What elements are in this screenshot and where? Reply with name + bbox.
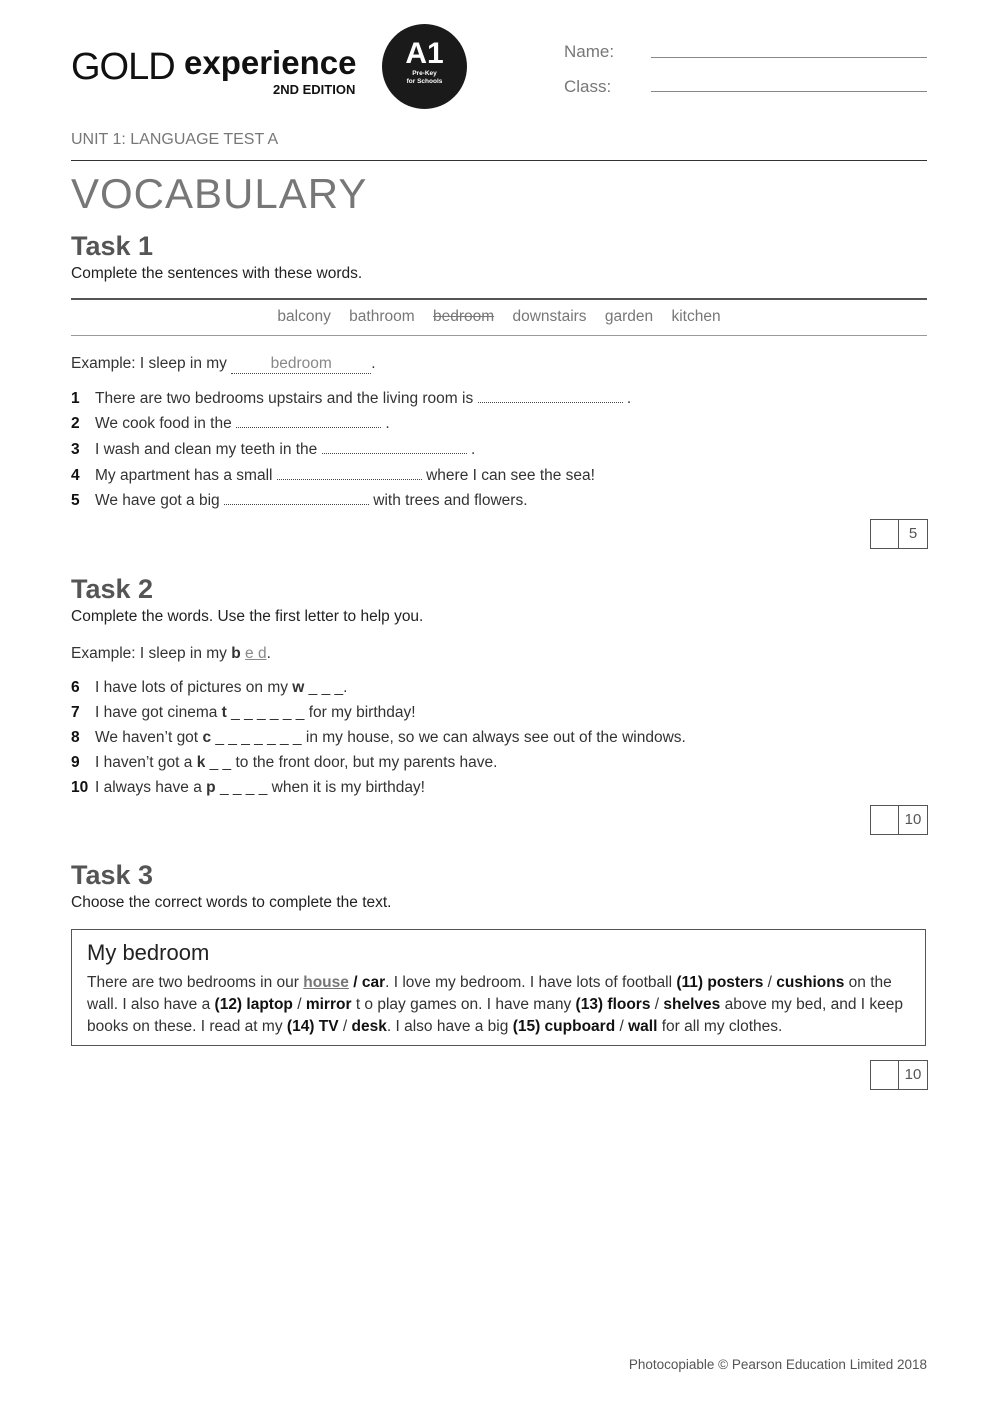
question-text: I wash and clean my teeth in the [95, 441, 318, 458]
question-row [71, 390, 631, 408]
question-text-after: for my birthday! [308, 704, 416, 721]
reading-box [71, 929, 926, 1046]
letter-blanks[interactable]: _ _ _ _ [219, 779, 268, 796]
example-suffix: . [371, 355, 376, 372]
question-text-after: where I can see the sea! [426, 467, 595, 484]
question-text-after: in my house, so we can always see out of the windows. [305, 729, 686, 746]
question-number: 9 [71, 754, 80, 771]
question-text: We haven’t got [95, 729, 199, 746]
example-alt: car [361, 974, 386, 991]
badge-line1: Pre-Key [412, 70, 437, 77]
answer-blank[interactable] [478, 390, 623, 403]
text-segment: for all my clothes. [661, 1018, 783, 1035]
score-total: 5 [898, 520, 927, 548]
question-row [71, 779, 425, 797]
word-option: garden [604, 308, 654, 325]
class-label: Class: [564, 77, 612, 96]
separator: / [297, 996, 302, 1013]
score-box[interactable] [870, 519, 928, 549]
header-divider [71, 160, 927, 161]
task3-instruction: Choose the correct words to complete the text. [71, 894, 392, 911]
question-text-after: to the front door, but my parents have. [235, 754, 498, 771]
answer-blank[interactable] [277, 467, 422, 480]
word-option: balcony [277, 308, 331, 325]
task3-title: Task 3 [71, 860, 154, 890]
answer-blank[interactable] [236, 415, 381, 428]
question-text: My apartment has a small [95, 467, 273, 484]
level-badge [382, 24, 467, 109]
question-number: 2 [71, 415, 80, 432]
question-text: I have got cinema [95, 704, 218, 721]
question-number: 7 [71, 704, 80, 721]
question-number: 6 [71, 679, 80, 696]
separator: / [767, 974, 772, 991]
text-segment: . I also have a big [386, 1018, 509, 1035]
letter-blanks[interactable]: _ _ [209, 754, 232, 771]
question-text: We have got a big [95, 492, 220, 509]
badge-line2: for Schools [406, 78, 443, 85]
question-number: 3 [71, 441, 80, 458]
class-field[interactable] [651, 91, 927, 92]
question-row [71, 729, 686, 747]
question-number: 10 [71, 779, 89, 796]
letter-blanks[interactable]: _ _ _ _ _ _ _ [215, 729, 302, 746]
text-segment: above my bed, and I keep books on these. I read at my [87, 996, 903, 1035]
question-number: 1 [71, 390, 80, 407]
name-field[interactable] [651, 57, 927, 58]
unit-label: UNIT 1: LANGUAGE TEST A [71, 131, 279, 148]
choice-12b[interactable]: mirror [305, 996, 352, 1013]
letter-blanks[interactable]: _ _ _ [308, 679, 344, 696]
text-segment: . I love my bedroom. I have lots of football [385, 974, 673, 991]
separator: / [619, 1018, 624, 1035]
name-label: Name: [564, 42, 615, 61]
score-total: 10 [898, 806, 927, 834]
copyright-footer: Photocopiable © Pearson Education Limited 2018 [628, 1357, 927, 1372]
text-segment: There are two bedrooms in our [87, 974, 299, 991]
question-text-after: . [470, 441, 476, 458]
first-letter: c [202, 729, 212, 746]
answer-blank[interactable] [224, 492, 369, 505]
question-text-after: . [343, 679, 348, 696]
question-row [71, 754, 497, 772]
score-box[interactable] [870, 805, 928, 835]
word-option: kitchen [671, 308, 721, 325]
separator: / [654, 996, 660, 1013]
task1-example [71, 355, 376, 374]
task2-instruction: Complete the words. Use the first letter to help you. [71, 608, 424, 625]
question-row [71, 679, 347, 697]
question-text: We cook food in the [95, 415, 232, 432]
task2-title: Task 2 [71, 574, 154, 604]
task1-instruction: Complete the sentences with these words. [71, 265, 363, 282]
choice-13b[interactable]: shelves [663, 996, 721, 1013]
choice-14b[interactable]: desk [351, 1018, 387, 1035]
separator: / [342, 1018, 348, 1035]
question-row [71, 467, 595, 485]
example-text: Example: I sleep in my [71, 645, 227, 662]
example-text: Example: I sleep in my [71, 355, 227, 372]
word-box [71, 298, 927, 336]
task2-example [71, 645, 271, 663]
question-row [71, 704, 416, 722]
first-letter: p [206, 779, 216, 796]
letter-blanks[interactable]: _ _ _ _ _ _ [231, 704, 305, 721]
question-text-after: . [626, 390, 632, 407]
separator: / [353, 974, 358, 991]
first-letter: t [221, 704, 227, 721]
question-text-after: when it is my birthday! [271, 779, 425, 796]
first-letter: k [196, 754, 206, 771]
example-choice: house [303, 974, 349, 991]
question-text: I always have a [95, 779, 202, 796]
question-number: 5 [71, 492, 80, 509]
example-letter: b [231, 645, 241, 662]
choice-11b[interactable]: cushions [776, 974, 845, 991]
question-text-after: . [385, 415, 390, 432]
badge-level: A1 [405, 37, 444, 70]
task1-title: Task 1 [71, 231, 154, 261]
choice-14a[interactable]: (14) TV [286, 1018, 339, 1035]
question-text: I have lots of pictures on my [95, 679, 288, 696]
section-title: VOCABULARY [71, 170, 368, 217]
question-text-after: with trees and flowers. [373, 492, 528, 509]
first-letter: w [292, 679, 305, 696]
question-row [71, 492, 528, 510]
reading-title: My bedroom [87, 940, 210, 965]
choice-13a[interactable]: (13) floors [575, 996, 651, 1013]
score-total: 10 [898, 1061, 927, 1089]
reading-text [87, 972, 912, 1038]
question-text: I haven’t got a [95, 754, 193, 771]
score-box[interactable] [870, 1060, 928, 1090]
example-suffix: . [266, 645, 271, 662]
choice-15b[interactable]: wall [628, 1018, 658, 1035]
question-text: There are two bedrooms upstairs and the living room is [95, 390, 474, 407]
answer-blank[interactable] [322, 441, 467, 454]
choice-15a[interactable]: (15) cupboard [512, 1018, 616, 1035]
question-number: 8 [71, 729, 80, 746]
text-segment: on the wall. I also have a [87, 974, 892, 1013]
word-option-used: bedroom [432, 308, 495, 325]
question-row [71, 441, 475, 459]
question-row [71, 415, 390, 433]
logo-experience: experience [184, 44, 357, 81]
edition-label: 2ND EDITION [273, 82, 356, 97]
word-option: downstairs [512, 308, 587, 325]
word-option: bathroom [349, 308, 415, 325]
logo-gold: GOLD [71, 46, 175, 88]
choice-11a[interactable]: (11) posters [676, 974, 764, 991]
text-segment: t o play games on. I have many [355, 996, 572, 1013]
example-answer: bedroom [231, 355, 371, 374]
example-answer: e d [245, 645, 267, 662]
choice-12a[interactable]: (12) laptop [214, 996, 293, 1013]
question-number: 4 [71, 467, 80, 484]
